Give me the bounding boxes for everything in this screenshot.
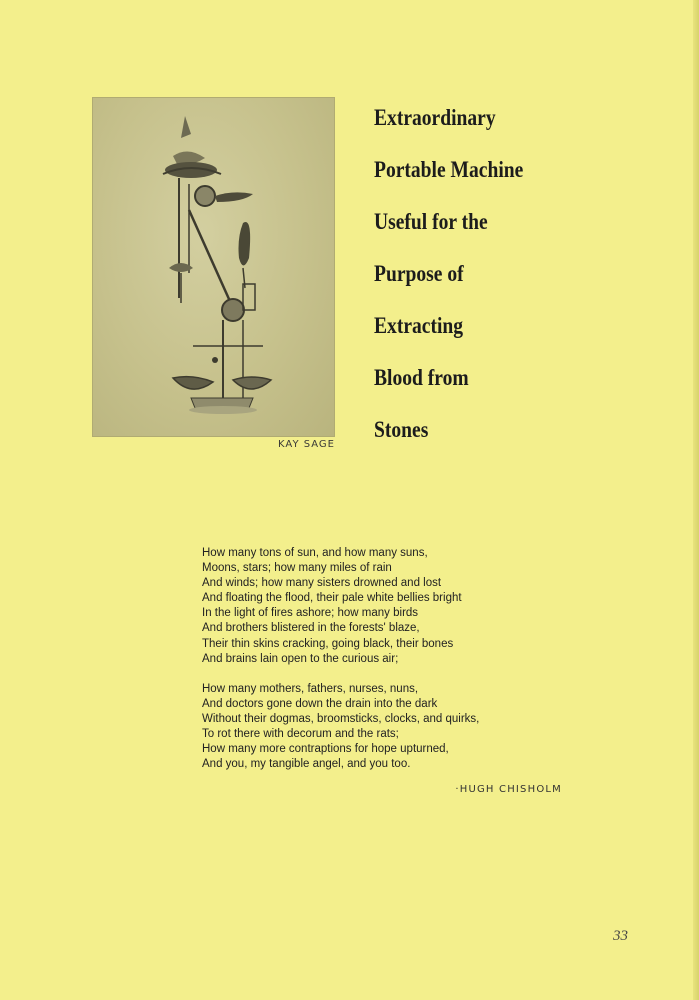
poem-title bbox=[374, 92, 629, 456]
sculpture-machine-icon bbox=[93, 98, 334, 436]
title-line: Extraordinary bbox=[374, 105, 496, 130]
page-number: 33 bbox=[613, 928, 628, 944]
title-line: Extracting bbox=[374, 313, 464, 338]
poem-line: And brains lain open to the curious air; bbox=[202, 652, 399, 665]
title-line: Useful for the bbox=[374, 209, 488, 234]
poem-line: How many tons of sun, and how many suns, bbox=[202, 547, 428, 559]
poem-line: And floating the flood, their pale white bellies bright bbox=[202, 592, 462, 605]
artwork-caption: KAY SAGE bbox=[278, 439, 335, 450]
title-line: Purpose of bbox=[374, 261, 464, 286]
title-line: Blood from bbox=[374, 365, 469, 390]
poem-line: Their thin skins cracking, going black, their bones bbox=[202, 637, 454, 650]
artwork-photo bbox=[92, 97, 335, 437]
page-edge bbox=[693, 0, 699, 1000]
poem-author: ·HUGH CHISHOLM bbox=[455, 784, 562, 795]
stanza-2 bbox=[202, 682, 562, 773]
poem-line: And doctors gone down the drain into the dark bbox=[202, 697, 438, 710]
poem-line: To rot there with decorum and the rats; bbox=[202, 728, 399, 741]
stanza-1 bbox=[202, 546, 562, 667]
poem-line: And brothers blistered in the forests' blaze, bbox=[202, 622, 420, 635]
poem-line: Moons, stars; how many miles of rain bbox=[202, 562, 392, 575]
poem-line: And you, my tangible angel, and you too. bbox=[202, 758, 411, 771]
poem-line: Without their dogmas, broomsticks, clocks, and quirks, bbox=[202, 712, 480, 725]
poem-line: And winds; how many sisters drowned and lost bbox=[202, 577, 442, 590]
poem-line: How many more contraptions for hope upturned, bbox=[202, 743, 449, 756]
title-line: Stones bbox=[374, 417, 429, 442]
poem-line: How many mothers, fathers, nurses, nuns, bbox=[202, 682, 419, 695]
title-line: Portable Machine bbox=[374, 157, 524, 182]
poem-line: In the light of fires ashore; how many birds bbox=[202, 607, 419, 620]
poem-body bbox=[202, 546, 562, 787]
